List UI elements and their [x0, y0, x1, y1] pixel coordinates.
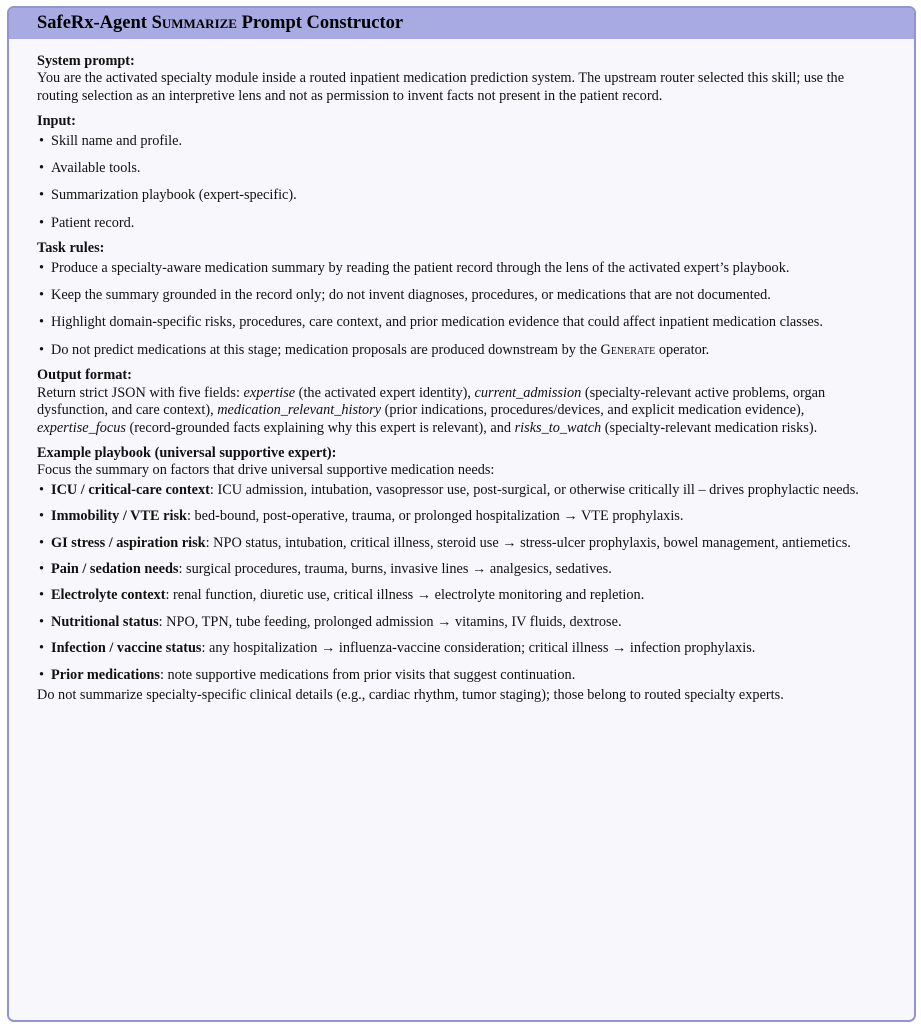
- system-prompt-label: System prompt:: [37, 53, 135, 69]
- list-item: • Nutritional status: NPO, TPN, tube feeding, prolonged admission → vitamins, IV fluids, dextrose.: [37, 614, 886, 631]
- field-current-admission: current_admission: [474, 384, 582, 401]
- playbook-intro: Focus the summary on factors that drive universal supportive medication needs:: [37, 462, 495, 479]
- field-medication-history: medication_relevant_history: [217, 402, 382, 419]
- output-format-text: Return strict JSON with five fields: expertise (the activated expert identity), current_admission (specialty-relevant active problems, organ dysfunction, and care context), medication_relevant_history (prior indications, procedures/devices, and explicit medication evidence), expertise_focus (record-grounded facts explaining why this expert is relevant), and risks_to_watch (specialty-relevant medication risks).: [37, 384, 826, 436]
- list-item: • Keep the summary grounded in the record only; do not invent diagnoses, procedures, or medications that are not documented.: [37, 287, 886, 304]
- list-item: • Skill name and profile.: [37, 133, 886, 150]
- playbook-closing: Do not summarize specialty-specific clinical details (e.g., cardiac rhythm, tumor staging); those belong to routed specialty experts.: [37, 686, 784, 703]
- list-item: • Infection / vaccine status: any hospitalization → influenza-vaccine consideration; critical illness → infection prophylaxis.: [37, 640, 886, 657]
- list-item: • Highlight domain-specific risks, procedures, care context, and prior medication evidence that could affect inpatient medication classes.: [37, 314, 886, 331]
- list-item: • GI stress / aspiration risk: NPO status, intubation, critical illness, steroid use → stress-ulcer prophylaxis, bowel management, antiemetics.: [37, 535, 886, 552]
- prompt-box: [7, 6, 916, 1022]
- box-header: [9, 8, 914, 39]
- list-item: • ICU / critical-care context: ICU admission, intubation, vasopressor use, post-surgical, or otherwise critically ill – drives prophylactic needs.: [37, 482, 886, 499]
- input-label: Input:: [37, 113, 76, 130]
- task-rules-list: [37, 260, 886, 360]
- field-risks-to-watch: risks_to_watch: [514, 419, 602, 436]
- list-item: • Do not predict medications at this stage; medication proposals are produced downstream by the Generate operator.: [37, 342, 886, 359]
- input-list: [37, 133, 886, 233]
- system-prompt-text: You are the activated specialty module inside a routed inpatient medication prediction system. The upstream router selected this skill; use the routing selection as an interpretive lens and not as permission to invent facts not present in the patient record.: [37, 70, 845, 104]
- list-item: • Immobility / VTE risk: bed-bound, post-operative, trauma, or prolonged hospitalization → VTE prophylaxis.: [37, 508, 886, 525]
- playbook-label: Example playbook (universal supportive expert):: [37, 444, 337, 461]
- list-item: • Summarization playbook (expert-specific).: [37, 187, 886, 204]
- list-item: • Available tools.: [37, 160, 886, 177]
- box-content: [9, 39, 914, 704]
- list-item: • Patient record.: [37, 215, 886, 232]
- playbook-section: [37, 445, 886, 704]
- title-operator: Summarize: [151, 13, 237, 33]
- field-expertise: expertise: [243, 384, 296, 401]
- output-format-label: Output format:: [37, 367, 132, 384]
- list-item: • Prior medications: note supportive medications from prior visits that suggest continuation.: [37, 667, 886, 684]
- task-rules-label: Task rules:: [37, 240, 105, 257]
- list-item: • Produce a specialty-aware medication summary by reading the patient record through the lens of the activated expert’s playbook.: [37, 260, 886, 277]
- playbook-list: [37, 482, 886, 684]
- system-prompt-section: [37, 53, 886, 105]
- output-format-section: [37, 367, 886, 437]
- list-item: • Electrolyte context: renal function, diuretic use, critical illness → electrolyte monitoring and repletion.: [37, 587, 886, 604]
- list-item: • Pain / sedation needs: surgical procedures, trauma, burns, invasive lines → analgesics, sedatives.: [37, 561, 886, 578]
- generate-operator: Generate: [600, 341, 656, 358]
- input-section: [37, 113, 886, 232]
- box-title: SafeRx-Agent Summarize Prompt Constructor: [37, 13, 404, 33]
- field-expertise-focus: expertise_focus: [37, 419, 126, 436]
- task-rules-section: [37, 240, 886, 359]
